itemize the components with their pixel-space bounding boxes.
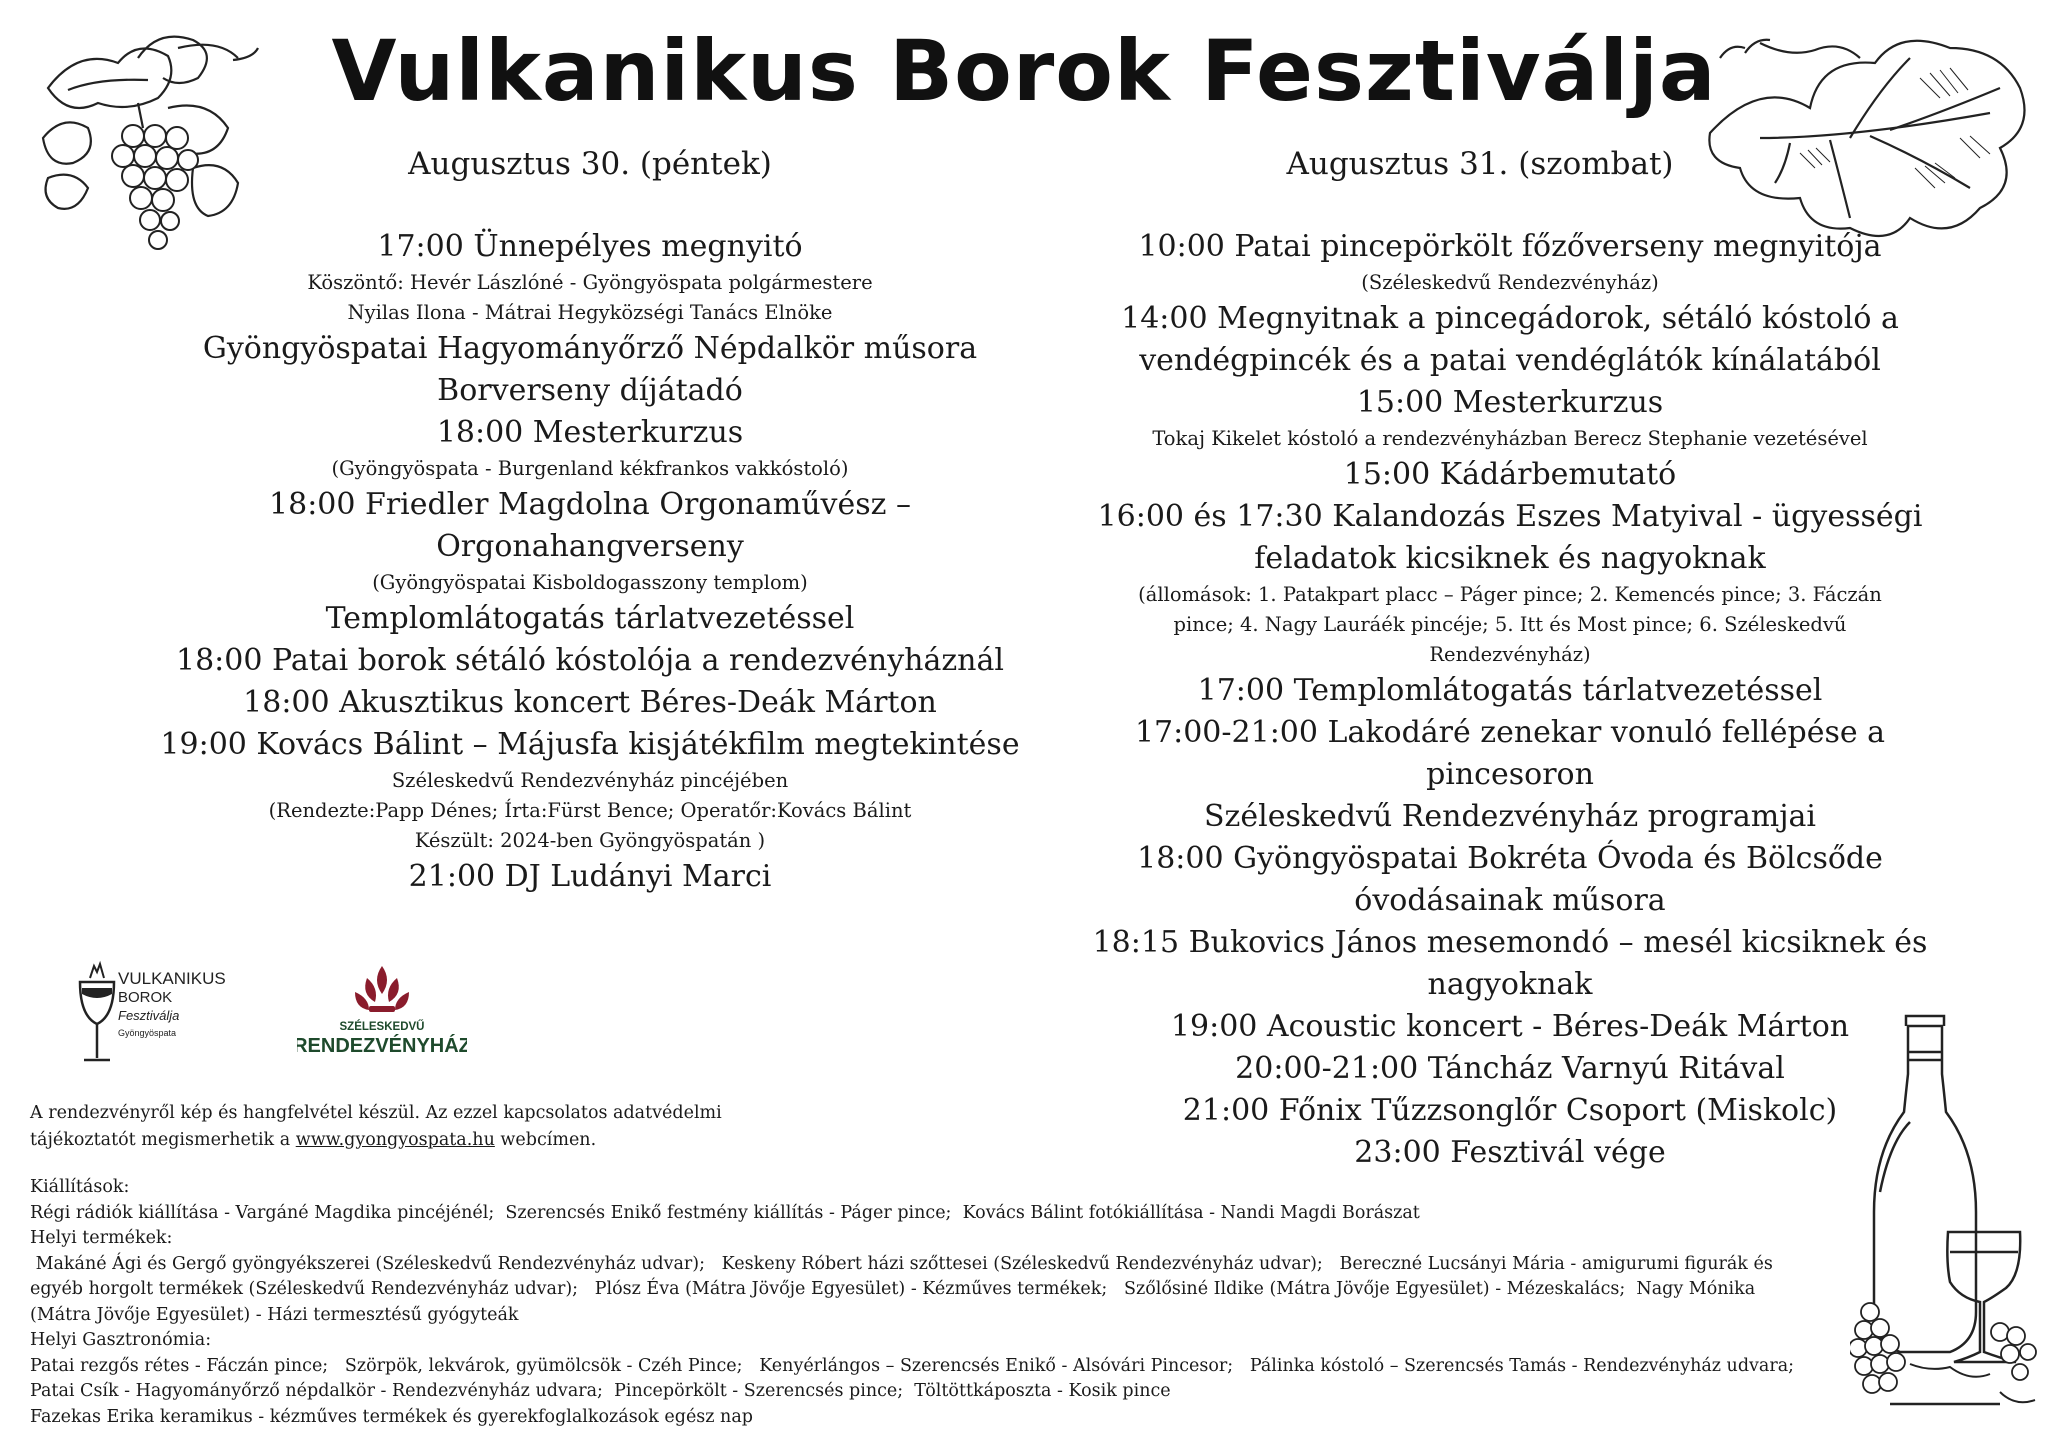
day2-program-line: 20:00-21:00 Táncház Varnyú Ritával [1235,1051,1785,1086]
day2-program-line: 16:00 és 17:30 Kalandozás Eszes Matyival - ügyességi [1097,499,1923,534]
privacy-notice [30,1100,722,1154]
day1-program-line: Borverseny díjátadó [437,373,743,408]
day2-program-line: óvodásainak műsora [1354,883,1666,918]
day2-program-line: 17:00 Templomlátogatás tárlatvezetéssel [1197,673,1823,708]
day1-program-line: 18:00 Akusztikus koncert Béres-Deák Márton [243,685,937,720]
privacy-notice-line2 [30,1127,722,1154]
day2-program-line: (állomások: 1. Patakpart placc – Páger pince; 2. Kemencés pince; 3. Fáczán [1138,583,1882,606]
day2-program-line: 17:00-21:00 Lakodáré zenekar vonuló fellépése a [1134,715,1886,750]
vine-leaf-icon [1700,18,2040,248]
day2-program-line: pincesoron [1426,757,1594,792]
info-line: (Mátra Jövője Egyesület) - Házi termesztésű gyógyteák [30,1304,519,1325]
info-line: Fazekas Erika keramikus - kézműves termékek és gyerekfoglalkozások egész nap [30,1406,753,1427]
day2-program-line: Rendezvényház) [1429,643,1591,666]
day1-program-line: 21:00 DJ Ludányi Marci [408,859,772,894]
day2-program-line: 18:00 Gyöngyöspatai Bokréta Óvoda és Bölcsőde [1137,841,1883,876]
info-line: Helyi Gasztronómia: [30,1330,212,1350]
day2-program-line: 23:00 Fesztivál vége [1354,1135,1666,1170]
day1-program-line: 18:00 Patai borok sétáló kóstolója a rendezvényháznál [176,643,1004,678]
exhibitions-products-info [30,1175,1860,1430]
day1-program-list [150,226,1030,898]
info-line: Helyi termékek: [30,1228,173,1248]
day2-heading: Augusztus 31. (szombat) [1286,146,1674,182]
day1-program-line: 19:00 Kovács Bálint – Májusfa kisjátékfilm megtekintése [160,727,1020,762]
wine-bottle-glass-icon [1850,1012,2040,1428]
info-line: Makáné Ági és Gergő gyöngyékszerei (Széleskedvű Rendezvényház udvar); Keskeny Róbert házi szőttesei (Széleskedvű Rendezvényház udvar); Bereczné Lucsányi Mária - amigurumi figurák és [30,1253,1773,1274]
day2-program-list [1060,226,1960,1174]
day1-program-line: Széleskedvű Rendezvényház pincéjében [391,769,789,792]
day2-program-line: 14:00 Megnyitnak a pincegádorok, sétáló kóstoló a [1121,301,1899,336]
day2-program-line: (Széleskedvű Rendezvényház) [1361,271,1659,294]
festival-logo-line3: Fesztiválja [118,1008,180,1023]
venue-logo-line1: SZÉLESKEDVŰ [339,1021,425,1033]
day2-program-line: Széleskedvű Rendezvényház programjai [1203,799,1816,834]
day2-program-line: 18:15 Bukovics János mesemondó – mesél kicsiknek és [1092,925,1928,960]
day1-program-line: Köszöntő: Hevér Lászlóné - Gyöngyöspata polgármestere [307,271,873,294]
festival-logo-line4: Gyöngyöspata [118,1028,177,1038]
day1-program-line: (Rendezte:Papp Dénes; Írta:Fürst Bence; Operatőr:Kovács Bálint [268,799,912,822]
info-line: Régi rádiók kiállítása - Vargáné Magdika pincéjénél; Szerencsés Enikő festmény kiállítás - Páger pince; Kovács Bálint fotókiállítása - Nandi Magdi Borászat [30,1202,1420,1223]
day2-program-line: nagyoknak [1427,967,1593,1002]
venue-logo [297,958,467,1068]
day2-program-line: Tokaj Kikelet kóstoló a rendezvényházban Berecz Stephanie vezetésével [1152,427,1868,450]
day2-program-line: 21:00 Főnix Tűzzsonglőr Csoport (Miskolc) [1182,1093,1838,1128]
day2-program-line: pince; 4. Nagy Lauráék pincéje; 5. Itt és Most pince; 6. Széleskedvű [1173,613,1847,636]
website-link[interactable]: www.gyongyospata.hu [295,1130,495,1150]
day1-program-line: (Gyöngyöspata - Burgenland kékfrankos vakkóstoló) [331,457,849,480]
logos [72,958,467,1072]
info-line: Patai rezgős rétes - Fáczán pince; Szörpök, lekvárok, gyümölcsök - Czéh Pince; Kenyérlángos – Szerencsés Enikő - Alsóvári Pincesor; Pálinka kóstoló – Szerencsés Tamás - Rendezvényház udvara; [30,1355,1795,1376]
day1-program-line: 17:00 Ünnepélyes megnyitó [377,229,803,264]
info-line: egyéb horgolt termékek (Széleskedvű Rendezvényház udvar); Plósz Éva (Mátra Jövője Egyesület) - Kézműves termékek; Szőlősiné Ildike (Mátra Jövője Egyesület) - Mézeskalács; Nagy Mónika [30,1279,1756,1299]
day2-program-line: 10:00 Patai pincepörkölt főzőverseny megnyitója [1138,229,1882,264]
day2-program-line: feladatok kicsiknek és nagyoknak [1254,541,1766,576]
day1-program-line: 18:00 Mesterkurzus [436,415,744,450]
day1-program-line: Nyilas Ilona - Mátrai Hegyközségi Tanács Elnöke [347,301,833,324]
day1-program-line: Készült: 2024-ben Gyöngyöspatán ) [414,829,766,852]
grape-vine-icon [28,18,268,258]
venue-logo-line2: RENDEZVÉNYHÁZ [297,1035,468,1057]
privacy-notice-suffix: webcímen. [494,1130,597,1150]
info-line: Kiállítások: [30,1177,130,1197]
info-line: Patai Csík - Hagyományőrző népdalkör - Rendezvényház udvara; Pincepörkölt - Szerencsés pince; Töltöttkáposzta - Kosik pince [30,1381,1171,1401]
day1-heading: Augusztus 30. (péntek) [408,146,772,182]
day2-program-line: 15:00 Mesterkurzus [1356,385,1664,420]
privacy-notice-text: tájékoztatót megismerhetik a [30,1130,296,1150]
day2-program-line: 19:00 Acoustic koncert - Béres-Deák Márton [1170,1009,1850,1044]
festival-logo-line1: VULKANIKUS [118,969,226,988]
page-title: Vulkanikus Borok Fesztiválja [331,22,1717,120]
festival-logo [72,958,252,1068]
privacy-notice-line1: A rendezvényről kép és hangfelvétel készül. Az ezzel kapcsolatos adatvédelmi [30,1103,722,1123]
day1-program-line: Gyöngyöspatai Hagyományőrző Népdalkör műsora [202,331,978,366]
day1-program-line: Orgonahangverseny [436,529,744,564]
day1-program-line: 18:00 Friedler Magdolna Orgonaművész – [269,487,911,522]
day2-program-line: vendégpincék és a patai vendéglátók kínálatából [1139,343,1881,378]
day1-program-line: Templomlátogatás tárlatvezetéssel [325,601,855,636]
day2-program-line: 15:00 Kádárbemutató [1343,457,1677,492]
day1-program-line: (Gyöngyöspatai Kisboldogasszony templom) [372,571,808,594]
festival-logo-line2: BOROK [118,989,173,1006]
